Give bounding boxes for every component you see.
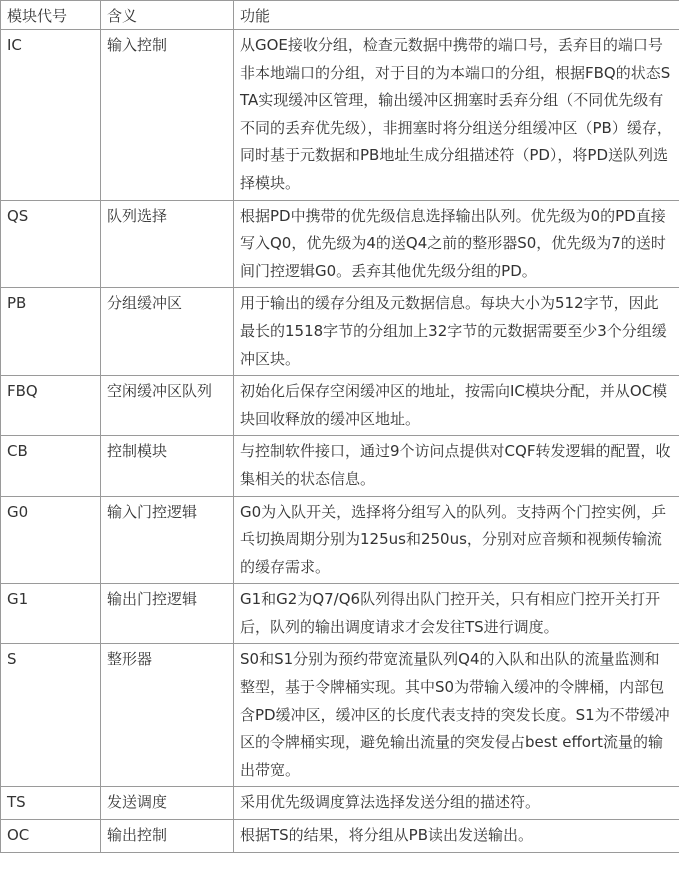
module-code: QS [1,200,101,288]
module-function: G1和G2为Q7/Q6队列得出队门控开关，只有相应门控开关打开后，队列的输出调度请求才会发往TS进行调度。 [234,584,679,644]
module-meaning: 控制模块 [101,436,234,496]
module-function: S0和S1分别为预约带宽流量队列Q4的入队和出队的流量监测和整型，基于令牌桶实现。其中S0为带输入缓冲的令牌桶，内部包含PD缓冲区，缓冲区的长度代表支持的突发长度。S1为不带缓冲区的令牌桶实现，避免输出流量的突发侵占best effort流量的输出带宽。 [234,644,679,787]
module-meaning: 整形器 [101,644,234,787]
header-row [1,1,679,30]
header-function: 功能 [234,1,679,30]
module-code: CB [1,436,101,496]
module-code: IC [1,30,101,201]
table-row [1,288,679,376]
module-code: S [1,644,101,787]
table-row [1,200,679,288]
module-meaning: 输出控制 [101,820,234,853]
table-row [1,644,679,787]
module-code: FBQ [1,376,101,436]
table-row [1,787,679,820]
table-row [1,436,679,496]
module-function: 采用优先级调度算法选择发送分组的描述符。 [234,787,679,820]
table-row [1,584,679,644]
module-function: 根据PD中携带的优先级信息选择输出队列。优先级为0的PD直接写入Q0，优先级为4的送Q4之前的整形器S0，优先级为7的送时间门控逻辑G0。丢弃其他优先级分组的PD。 [234,200,679,288]
module-meaning: 空闲缓冲区队列 [101,376,234,436]
module-function: 用于输出的缓存分组及元数据信息。每块大小为512字节，因此最长的1518字节的分组加上32字节的元数据需要至少3个分组缓冲区块。 [234,288,679,376]
module-meaning: 输入控制 [101,30,234,201]
table-row [1,30,679,201]
module-code: G1 [1,584,101,644]
module-function: 根据TS的结果，将分组从PB读出发送输出。 [234,820,679,853]
module-function: 从GOE接收分组，检查元数据中携带的端口号，丢弃目的端口号非本地端口的分组，对于目的为本端口的分组，根据FBQ的状态STA实现缓冲区管理，输出缓冲区拥塞时丢弃分组（不同优先级有不同的丢弃优先级），非拥塞时将分组送分组缓冲区（PB）缓存，同时基于元数据和PB地址生成分组描述符（PD），将PD送队列选择模块。 [234,30,679,201]
module-meaning: 发送调度 [101,787,234,820]
module-code: PB [1,288,101,376]
module-function: 与控制软件接口，通过9个访问点提供对CQF转发逻辑的配置，收集相关的状态信息。 [234,436,679,496]
module-code: TS [1,787,101,820]
module-meaning: 队列选择 [101,200,234,288]
module-function: 初始化后保存空闲缓冲区的地址，按需向IC模块分配，并从OC模块回收释放的缓冲区地址。 [234,376,679,436]
header-meaning: 含义 [101,1,234,30]
table-row [1,820,679,853]
module-code: OC [1,820,101,853]
module-meaning: 输出门控逻辑 [101,584,234,644]
module-meaning: 输入门控逻辑 [101,496,234,584]
module-meaning: 分组缓冲区 [101,288,234,376]
module-code: G0 [1,496,101,584]
table-row [1,376,679,436]
table-row [1,496,679,584]
header-code: 模块代号 [1,1,101,30]
module-function: G0为入队开关，选择将分组写入的队列。支持两个门控实例，乒乓切换周期分别为125us和250us，分别对应音频和视频传输流的缓存需求。 [234,496,679,584]
